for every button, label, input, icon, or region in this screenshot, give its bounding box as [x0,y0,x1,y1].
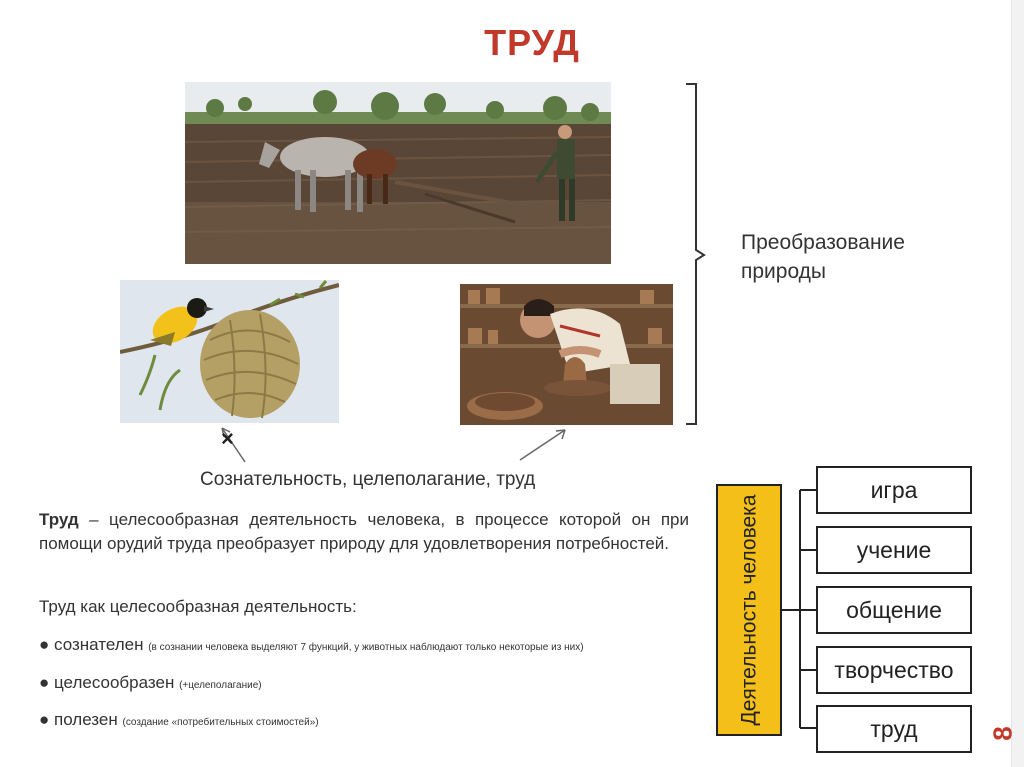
activity-item-labor: труд [816,705,972,753]
transformation-of-nature-caption: Преобразование природы [741,231,905,283]
bullet-item: ● полезен (создание «потребительных стоимостей») [39,710,319,729]
bullet-item: ● сознателен (в сознании человека выделяют 7 функций, у животных наблюдают только некоторые из них) [39,635,584,654]
activity-item-communication: общение [816,586,972,634]
definition-term: Труд [39,510,79,529]
potter-photo [460,284,673,425]
activity-root-label: Деятельность человека [737,494,761,726]
activity-item-game: игра [816,466,972,514]
activity-root-box [716,484,782,736]
intro-text: Труд как целесообразная деятельность: [39,597,357,616]
diagram-connectors [782,484,818,744]
definition-paragraph [39,508,689,556]
bracket-icon [682,82,708,428]
definition-text: – целесообразная деятельность человека, в процессе которой он при помощи орудий труда преобразует природу для удовлетворения потребностей. [39,510,689,553]
arrows-icon [200,420,600,470]
cross-mark: × [221,426,234,451]
subtitle: Сознательность, целеполагание, труд [200,469,536,490]
activity-item-creativity: творчество [816,646,972,694]
activity-item-study: учение [816,526,972,574]
bird-nest-photo [120,280,339,423]
page-number: 8 [987,726,1018,741]
bullet-item: ● целесообразен (+целеполагание) [39,673,262,692]
side-decoration-bar [1011,0,1024,767]
plowing-photo [185,82,611,264]
slide-title: ТРУД [484,22,580,63]
